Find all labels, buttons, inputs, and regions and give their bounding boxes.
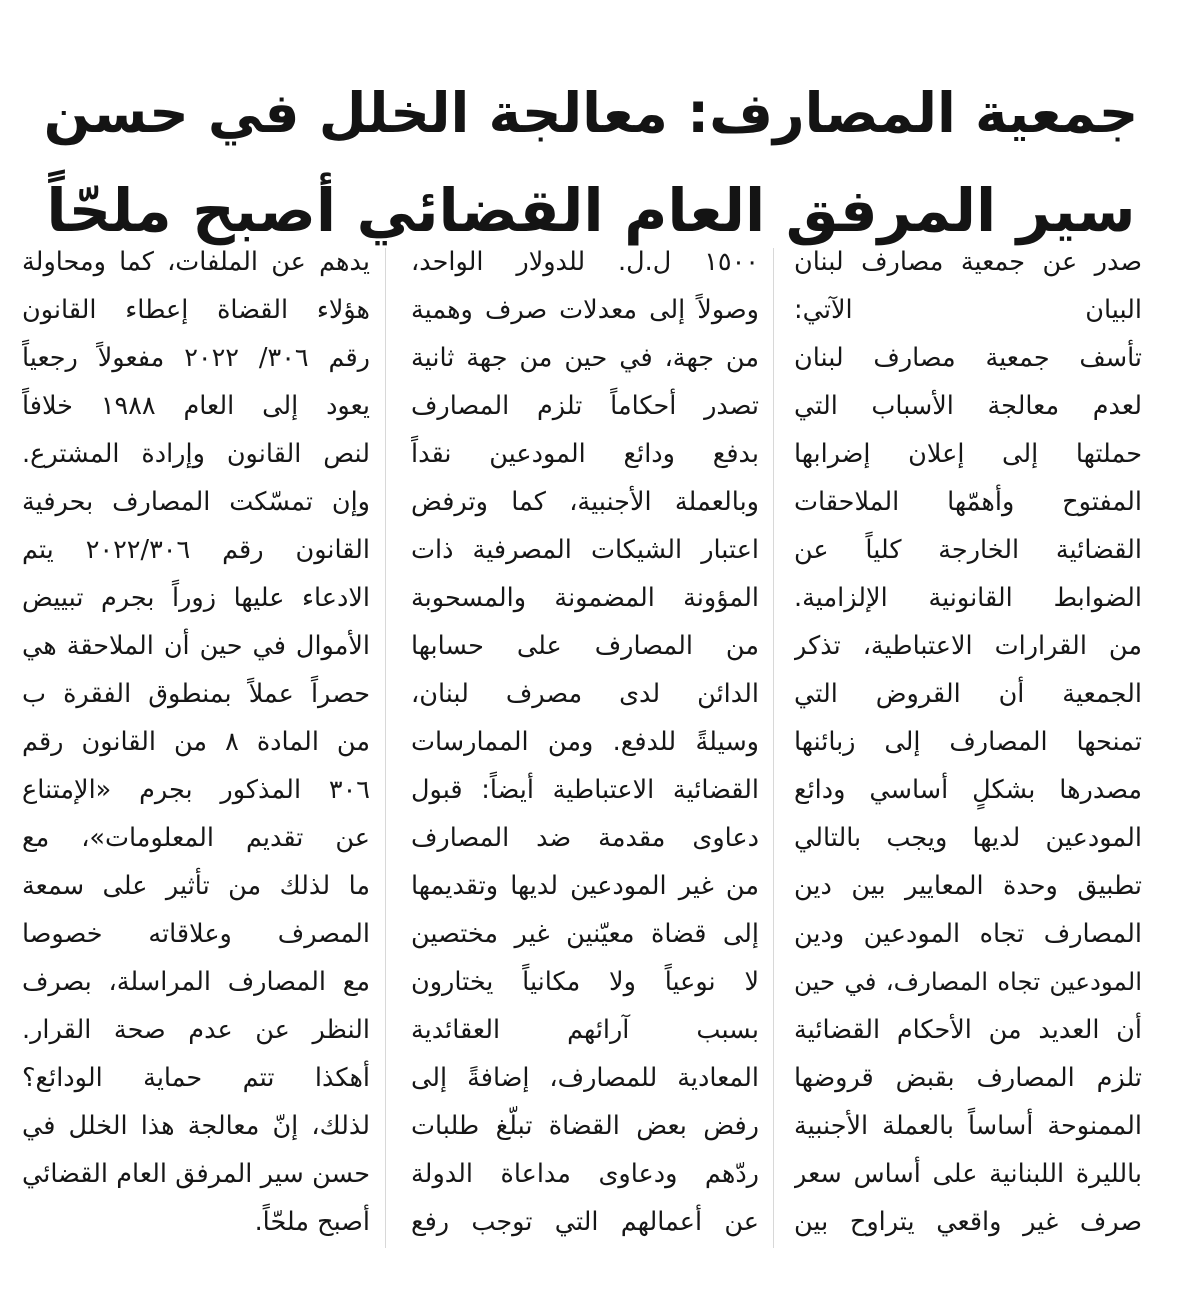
article-line: تأسف جمعية مصارف لبنان [794, 343, 1142, 373]
article-line: هؤلاء القضاة إعطاء القانون [22, 295, 370, 325]
article-line: بالليرة اللبنانية على أساس سعر [794, 1159, 1142, 1189]
article-line: تصدر أحكاماً تلزم المصارف [411, 391, 759, 421]
article-line: رفض بعض القضاة تبلّغ طلبات [411, 1111, 759, 1141]
article-line: المؤونة المضمونة والمسحوبة [411, 583, 759, 613]
article-line: تمنحها المصارف إلى زبائنها [794, 727, 1142, 757]
article-line: الممنوحة أساساً بالعملة الأجنبية [794, 1111, 1142, 1141]
article-line: المودعين لديها ويجب بالتالي [794, 823, 1142, 853]
article-line: ٣٠٦ المذكور بجرم «الإمتناع [22, 775, 370, 805]
article-line: من المادة ٨ من القانون رقم [22, 727, 370, 757]
article-line: الادعاء عليها زوراً بجرم تبييض [22, 583, 370, 613]
article-line: المصارف تجاه المودعين ودين [794, 919, 1142, 949]
article-line: اعتبار الشيكات المصرفية ذات [411, 535, 759, 565]
article-line: صرف غير واقعي يتراوح بين [794, 1207, 1142, 1237]
article-line: يدهم عن الملفات، كما ومحاولة [22, 247, 370, 277]
article-line: المودعين تجاه المصارف، في حين [794, 967, 1142, 996]
article-line: لذلك، إنّ معالجة هذا الخلل في [22, 1111, 370, 1141]
article-line: أصبح ملحّاً. [254, 1207, 370, 1237]
article-line: الضوابط القانونية الإلزامية. [794, 583, 1142, 613]
article-line: من غير المودعين لديها وتقديمها [411, 871, 759, 901]
article-line: يعود إلى العام ١٩٨٨ خلافاً [22, 391, 370, 421]
article-line: من المصارف على حسابها [411, 631, 759, 661]
article-headline [40, 64, 1142, 260]
article-line: المصرف وعلاقاته خصوصا [22, 919, 370, 949]
article-line: عن تقديم المعلومات»، مع [22, 823, 370, 853]
article-line: الجمعية أن القروض التي [794, 679, 1142, 709]
article-line: من القرارات الاعتباطية، تذكر [794, 631, 1142, 661]
article-column-3 [22, 238, 370, 1268]
article-line: الدائن لدى مصرف لبنان، [411, 679, 759, 709]
article-line: القضائية الاعتباطية أيضاً: قبول [411, 775, 759, 805]
article-line: تطبيق وحدة المعايير بين دين [794, 871, 1142, 901]
article-line: من جهة، في حين من جهة ثانية [411, 343, 759, 373]
article-body [22, 238, 1142, 1268]
article-line: أهكذا تتم حماية الودائع؟ [22, 1063, 370, 1093]
article-line: الأموال في حين أن الملاحقة هي [22, 631, 370, 661]
article-line: لا نوعياً ولا مكانياً يختارون [411, 967, 759, 997]
article-line: عن أعمالهم التي توجب رفع [411, 1207, 759, 1237]
article-column-2 [411, 238, 759, 1268]
article-column-1 [794, 238, 1142, 1268]
article-line: رقم ٣٠٦/ ٢٠٢٢ مفعولاً رجعياً [22, 343, 370, 373]
article-line: تلزم المصارف بقبض قروضها [794, 1063, 1142, 1093]
article-line: النظر عن عدم صحة القرار. [22, 1015, 370, 1045]
article-line: دعاوى مقدمة ضد المصارف [411, 823, 759, 853]
article-line: ما لذلك من تأثير على سمعة [22, 871, 370, 901]
article-line: بسبب آرائهم العقائدية [411, 1015, 759, 1045]
article-line: حسن سير المرفق العام القضائي [22, 1159, 370, 1189]
article-line: إلى قضاة معيّنين غير مختصين [411, 919, 759, 949]
headline-line-2: سير المرفق العام القضائي أصبح ملحّاً [46, 176, 1136, 246]
article-line: المعادية للمصارف، إضافةً إلى [411, 1063, 759, 1093]
article-line: وبالعملة الأجنبية، كما وترفض [411, 487, 759, 517]
article-line: المفتوح وأهمّها الملاحقات [794, 487, 1142, 517]
article-line: حصراً عملاً بمنطوق الفقرة ب [22, 679, 370, 709]
article-line: مع المصارف المراسلة، بصرف [22, 967, 370, 997]
article-line: صدر عن جمعية مصارف لبنان [794, 247, 1142, 277]
article-line: ردّهم ودعاوى مداعاة الدولة [411, 1159, 759, 1189]
article-line: ١٥٠٠ ل.ل. للدولار الواحد، [411, 247, 759, 277]
article-line: لنص القانون وإرادة المشترع. [22, 439, 370, 469]
article-line: حملتها إلى إعلان إضرابها [794, 439, 1142, 469]
article-line: أن العديد من الأحكام القضائية [794, 1015, 1142, 1045]
headline-line-1: جمعية المصارف: معالجة الخلل في حسن [43, 81, 1139, 146]
article-line: لعدم معالجة الأسباب التي [794, 391, 1142, 421]
article-line: وسيلةً للدفع. ومن الممارسات [411, 727, 759, 757]
article-line: وإن تمسّكت المصارف بحرفية [22, 487, 370, 517]
article-line: بدفع ودائع المودعين نقداً [411, 439, 759, 469]
article-line: القضائية الخارجة كلياً عن [794, 535, 1142, 565]
article-line: مصدرها بشكلٍ أساسي ودائع [794, 775, 1142, 805]
article-line: القانون رقم ٢٠٢٢/٣٠٦ يتم [22, 535, 370, 565]
article-line: البيان الآتي: [794, 295, 1142, 325]
article-line: وصولاً إلى معدلات صرف وهمية [411, 295, 759, 325]
